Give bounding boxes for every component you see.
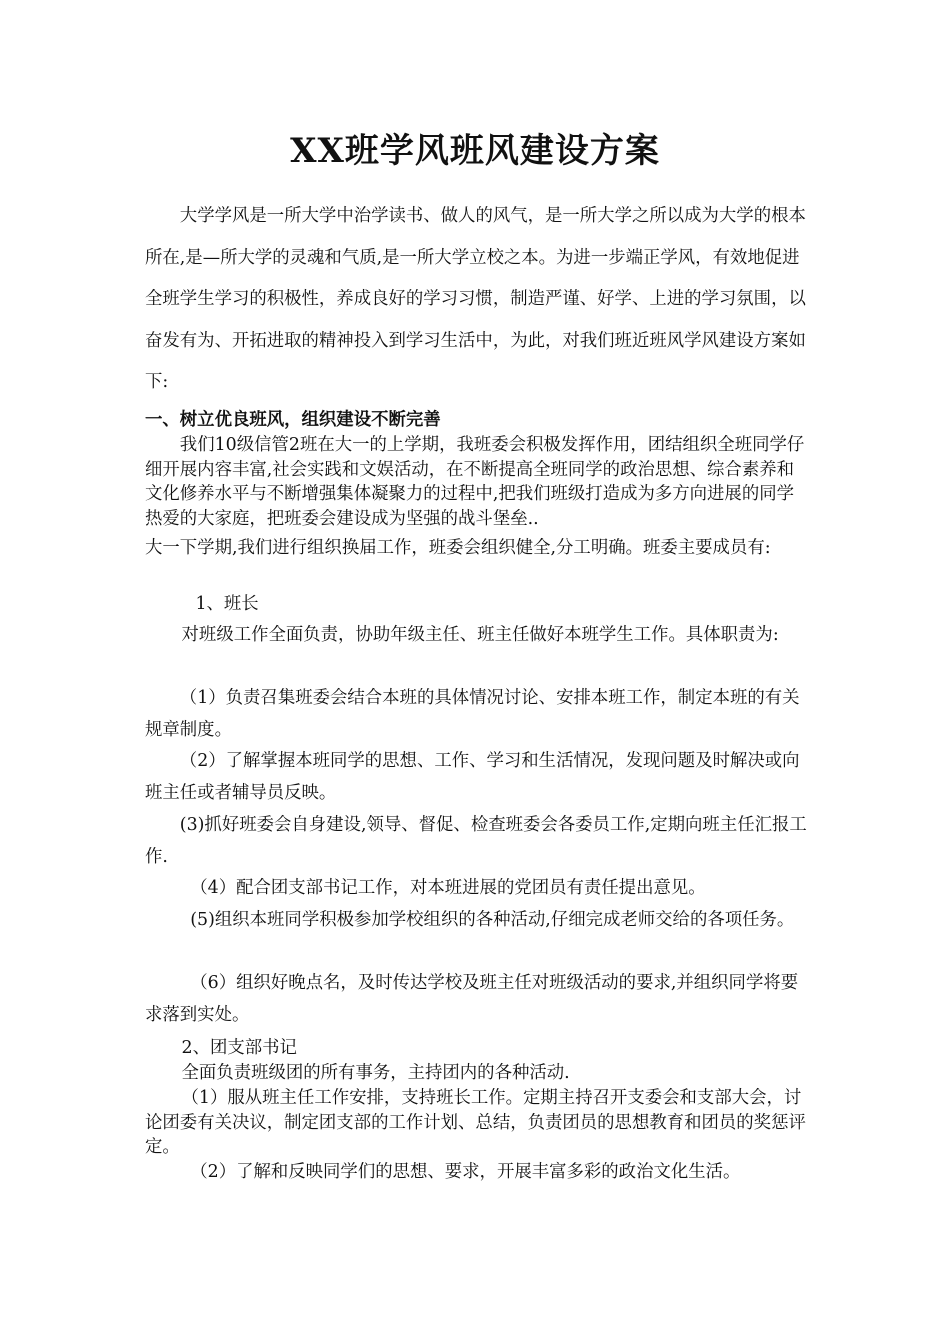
monitor-duty-6: （6）组织好晚点名，及时传达学校及班主任对班级活动的要求,并组织同学将要求落到实处。: [145, 973, 799, 1025]
monitor-duty-5: (5)组织本班同学积极参加学校组织的各种活动,仔细完成老师交给的各项任务。: [190, 910, 795, 930]
league-heading: 2、团支部书记: [181, 1038, 297, 1058]
section1-paragraph-2: 大一下学期,我们进行组织换届工作，班委会组织健全,分工明确。班委主要成员有:: [145, 538, 771, 558]
league-duty-1: （1）服从班主任工作安排，支持班长工作。定期主持召开支委会和支部大会，讨论团委有关决议，制定团支部的工作计划、总结，负责团员的思想教育和团员的奖惩评定。: [145, 1088, 806, 1157]
section-heading-1: 一、树立优良班风，组织建设不断完善: [145, 410, 441, 430]
monitor-duty-2: （2）了解掌握本班同学的思想、工作、学习和生活情况，发现问题及时解决或向班主任或者辅导员反映。: [145, 751, 800, 803]
monitor-heading: 1、班长: [195, 594, 259, 614]
monitor-duty-1: （1）负责召集班委会结合本班的具体情况讨论、安排本班工作，制定本班的有关规章制度。: [145, 688, 800, 740]
league-duty-2: （2）了解和反映同学们的思想、要求，开展丰富多彩的政治文化生活。: [190, 1162, 741, 1182]
document-title: XX班学风班风建设方案: [290, 131, 660, 171]
monitor-duty-3: (3)抓好班委会自身建设,领导、督促、检查班委会各委员工作,定期向班主任汇报工作.: [145, 815, 807, 867]
intro-paragraph: 大学学风是一所大学中治学读书、做人的风气，是一所大学之所以成为大学的根本所在,是—所大学的灵魂和气质,是一所大学立校之本。为进一步端正学风，有效地促进全班学生学习的积极性，养成良好的学习习惯，制造严谨、好学、上进的学习氛围，以奋发有为、开拓进取的精神投入到学习生活中，为此，对我们班近班风学风建设方案如下:: [145, 206, 806, 392]
section1-paragraph-1: 我们10级信管2班在大一的上学期，我班委会积极发挥作用，团结组织全班同学仔细开展内容丰富,社会实践和文娱活动，在不断提高全班同学的政治思想、综合素养和文化修养水平与不断增强集体凝聚力的过程中,把我们班级打造成为多方向进展的同学热爱的大家庭，把班委会建设成为坚强的战斗堡垒..: [145, 435, 805, 529]
league-description: 全面负责班级团的所有事务，主持团内的各种活动.: [181, 1063, 570, 1083]
monitor-description: 对班级工作全面负责，协助年级主任、班主任做好本班学生工作。具体职责为:: [181, 625, 779, 645]
monitor-duty-4: （4）配合团支部书记工作，对本班进展的党团员有责任提出意见。: [190, 878, 706, 898]
